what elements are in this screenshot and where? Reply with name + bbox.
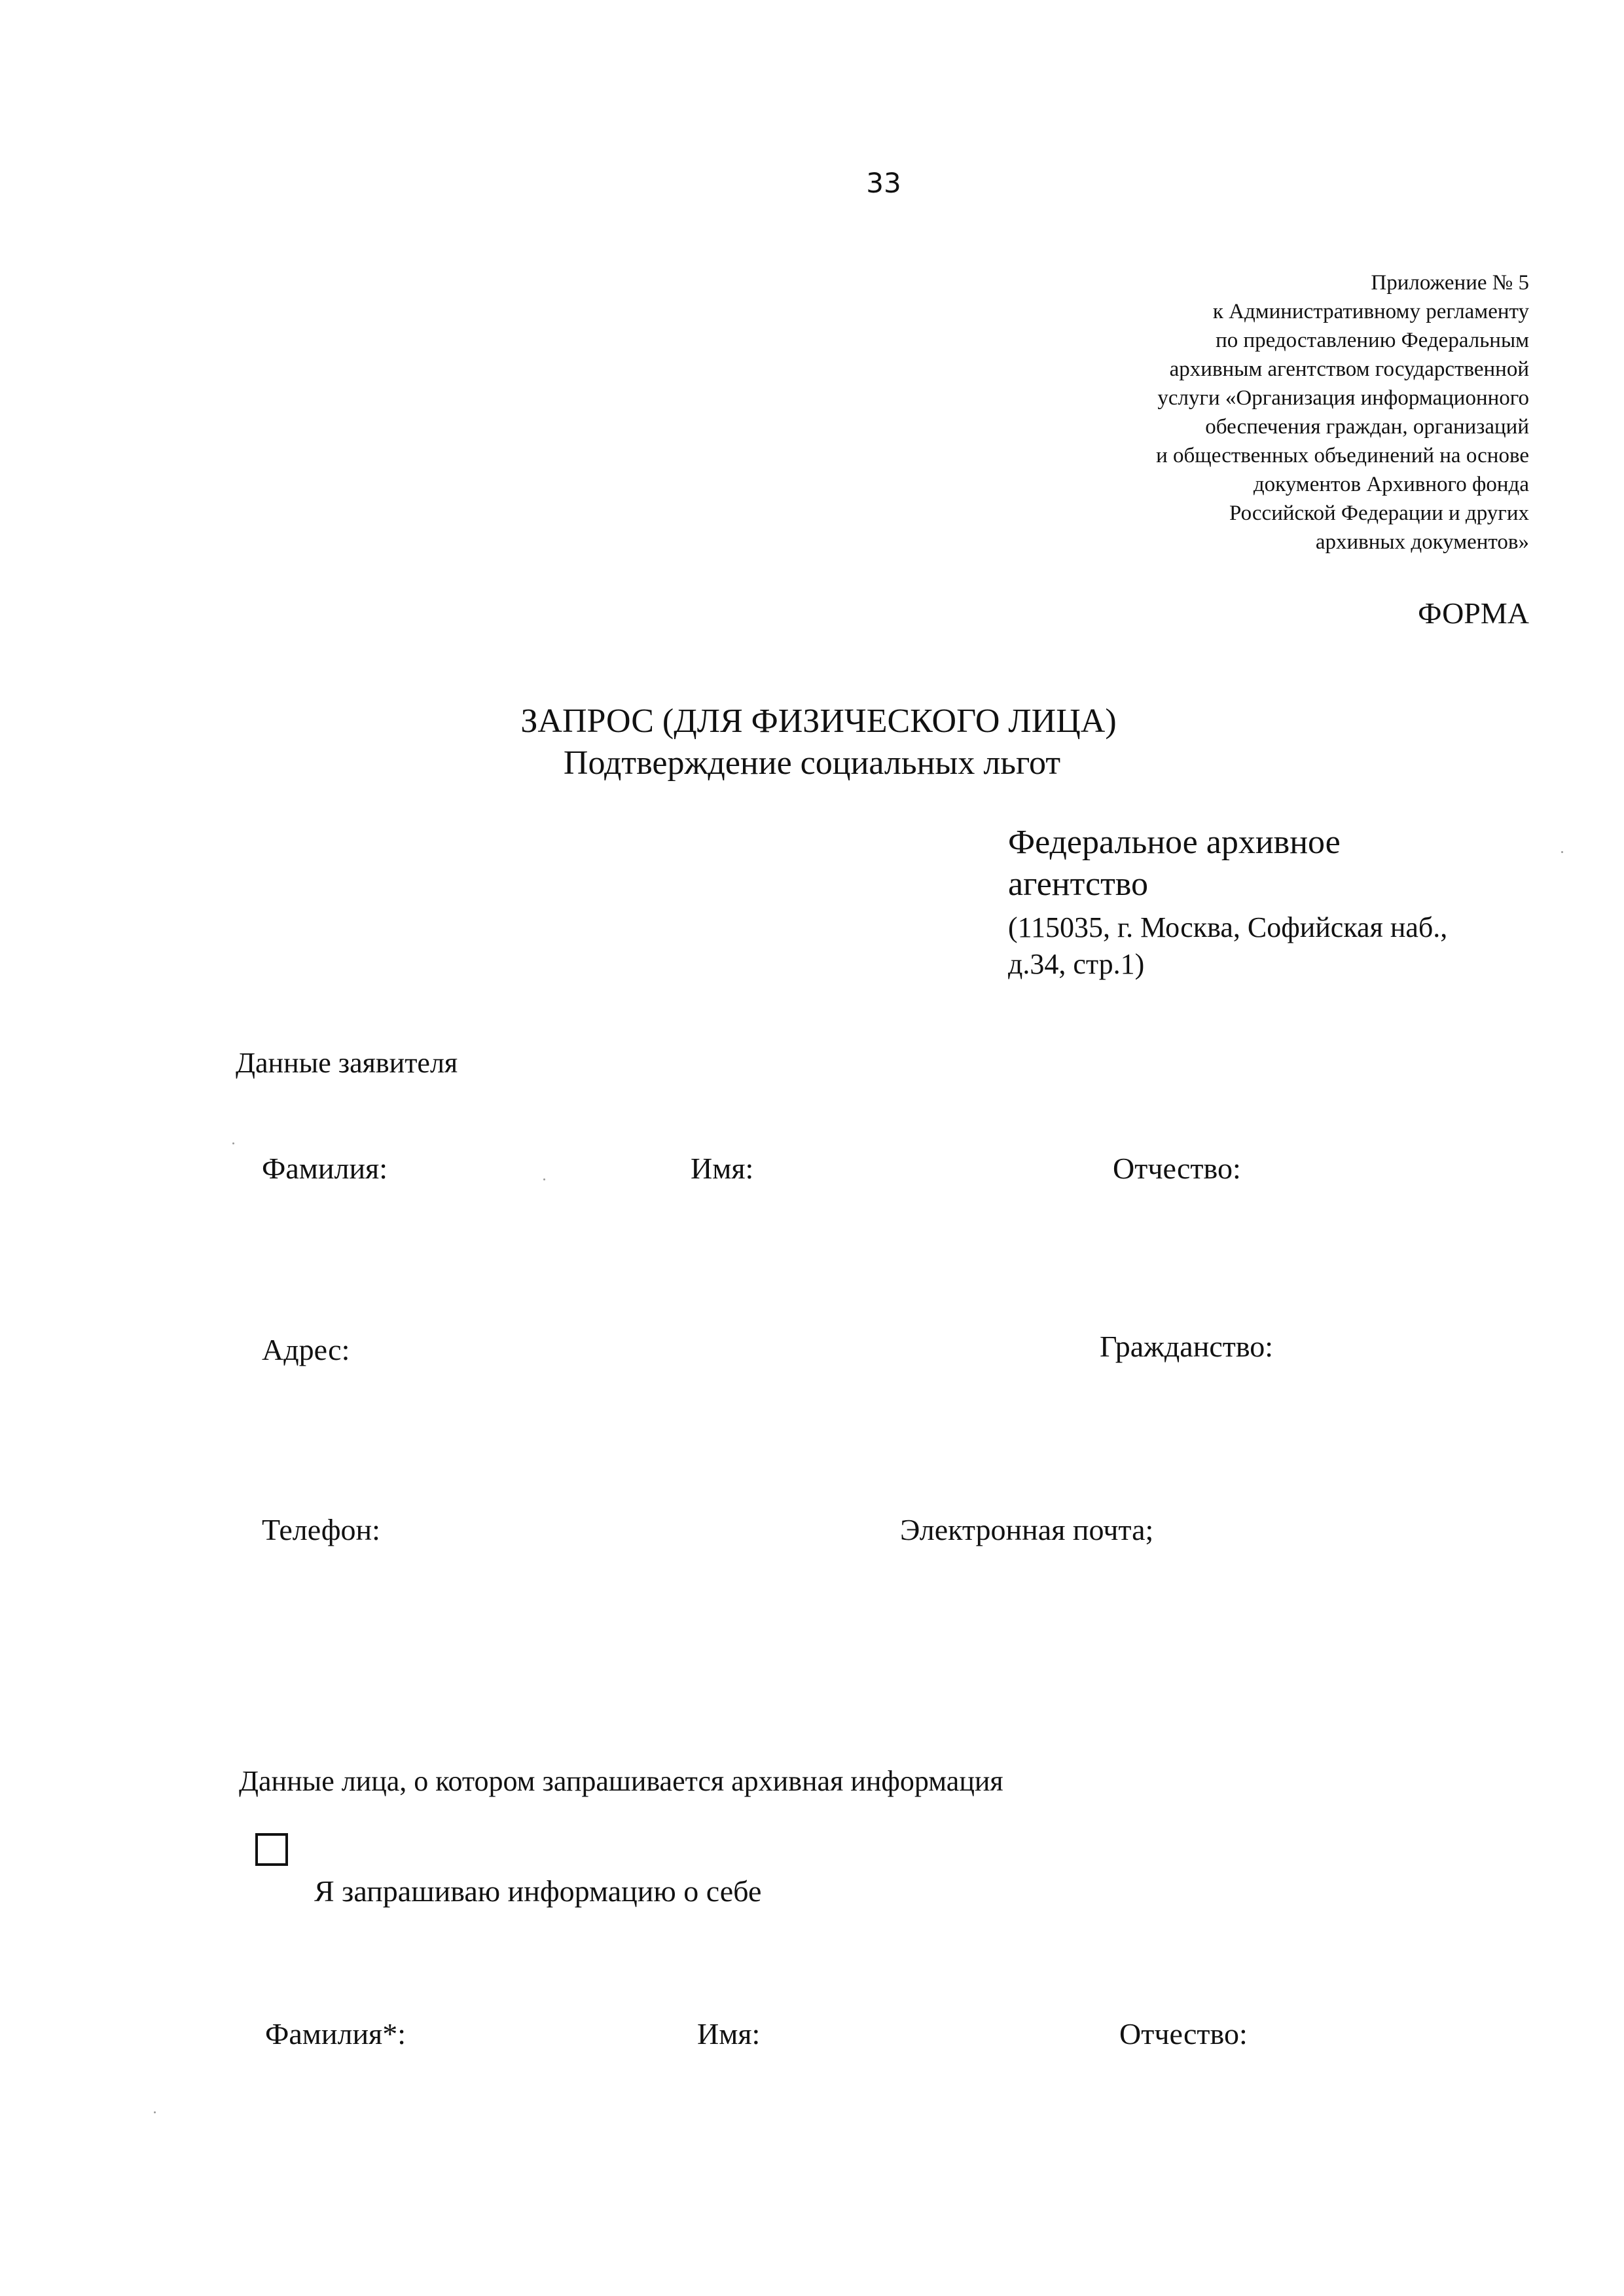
applicant-patronymic-label: Отчество: xyxy=(1113,1152,1241,1185)
addressee-org-line: Федеральное архивное xyxy=(1008,824,1341,861)
appendix-line: по предоставлению Федеральным xyxy=(1216,329,1529,352)
appendix-line: архивных документов» xyxy=(1315,530,1529,554)
form-label: ФОРМА xyxy=(1418,596,1529,630)
subject-name-label: Имя: xyxy=(697,2017,761,2050)
scan-speck xyxy=(232,1142,234,1144)
addressee-org-line: агентство xyxy=(1008,866,1148,903)
applicant-phone-label: Телефон: xyxy=(262,1513,380,1546)
applicant-citizenship-label: Гражданство: xyxy=(1100,1330,1274,1363)
appendix-line: и общественных объединений на основе xyxy=(1156,444,1529,467)
appendix-line: документов Архивного фонда xyxy=(1253,473,1529,496)
applicant-address-label: Адрес: xyxy=(262,1333,350,1366)
self-request-checkbox[interactable] xyxy=(255,1833,288,1866)
appendix-line: Российской Федерации и других xyxy=(1229,501,1529,525)
scan-speck xyxy=(543,1178,545,1180)
subject-patronymic-label: Отчество: xyxy=(1119,2017,1248,2050)
addressee-address xyxy=(1008,909,1545,983)
page-number: 33 xyxy=(866,167,901,199)
applicant-email-label: Электронная почта; xyxy=(900,1513,1154,1546)
document-title xyxy=(0,701,1624,784)
applicant-surname-label: Фамилия: xyxy=(262,1152,388,1185)
applicant-section-title: Данные заявителя xyxy=(236,1047,458,1079)
title-main: ЗАПРОС (ДЛЯ ФИЗИЧЕСКОГО ЛИЦА) xyxy=(520,702,1117,740)
title-subtitle: Подтверждение социальных льгот xyxy=(563,744,1061,782)
subject-surname-label: Фамилия*: xyxy=(265,2017,406,2050)
self-request-label: Я запрашиваю информацию о себе xyxy=(314,1874,762,1908)
appendix-header xyxy=(940,268,1529,556)
addressee-address-line: (115035, г. Москва, Софийская наб., xyxy=(1008,911,1448,943)
addressee-address-line: д.34, стр.1) xyxy=(1008,948,1145,980)
subject-section-title: Данные лица, о котором запрашивается архивная информация xyxy=(239,1765,1003,1797)
appendix-line: обеспечения граждан, организаций xyxy=(1205,415,1529,439)
appendix-line: услуги «Организация информационного xyxy=(1157,386,1529,410)
appendix-line: архивным агентством государственной xyxy=(1169,357,1529,381)
addressee-block xyxy=(1008,822,1545,983)
applicant-name-label: Имя: xyxy=(691,1152,754,1185)
scan-speck xyxy=(154,2111,156,2113)
scan-speck xyxy=(1561,851,1563,853)
appendix-line: Приложение № 5 xyxy=(1371,271,1529,295)
appendix-line: к Административному регламенту xyxy=(1212,300,1529,323)
